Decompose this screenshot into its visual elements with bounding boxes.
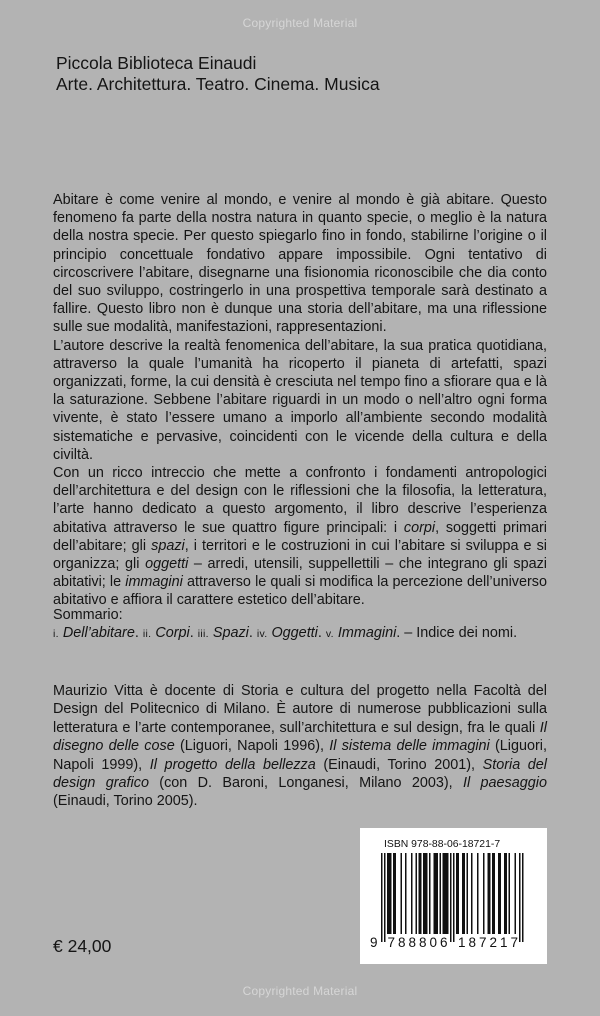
- barcode-bar: [444, 853, 446, 934]
- barcode-bar: [519, 853, 521, 942]
- barcode-digit: 0: [429, 935, 438, 950]
- barcode-bar: [522, 853, 524, 942]
- book-blurb: [53, 191, 547, 610]
- barcode-bar: [401, 853, 403, 934]
- copyright-watermark-bottom: Copyrighted Material: [242, 984, 358, 998]
- barcode-bar: [405, 853, 407, 934]
- barcode-digit: 6: [440, 935, 448, 950]
- barcode-bar: [435, 853, 437, 934]
- barcode-bar: [446, 853, 448, 934]
- barcode-digit: 9: [370, 935, 378, 950]
- isbn-label: ISBN 978-88-06-18721-7: [384, 839, 501, 850]
- bio-text: (con D. Baroni, Longanesi, Milano 2003),: [148, 775, 463, 792]
- barcode-digit: 1: [500, 935, 508, 950]
- bio-text: (Einaudi, Torino 2005).: [53, 793, 198, 810]
- barcode-bar: [420, 853, 422, 934]
- barcode-digit: 8: [468, 935, 477, 950]
- chapter-number: v.: [325, 628, 334, 640]
- copyright-watermark-top: Copyrighted Material: [242, 16, 358, 30]
- chapter-title: Spazi: [212, 625, 249, 641]
- barcode-bar: [464, 853, 466, 934]
- blurb-text: attraverso le quali si modifica la percezione dell’universo abitativo e affiora il carattere estetico dell’abitare.: [53, 574, 547, 609]
- book-title: Il sistema delle immagini: [329, 738, 490, 755]
- book-title: Il disegno delle cose: [53, 719, 547, 755]
- barcode-bar: [434, 853, 436, 934]
- barcode-digit: 7: [479, 935, 487, 950]
- chapter-title: Oggetti: [271, 625, 318, 641]
- blurb-text: – arredi, utensili, suppellettili – che integrano gli spazi abitativi; le: [53, 556, 547, 591]
- barcode-bar: [440, 853, 442, 934]
- price-label: € 24,00: [53, 936, 112, 956]
- barcode-bar: [447, 853, 449, 934]
- chapter-number: iii.: [197, 628, 209, 640]
- blurb-paragraph-2: L’autore descrive la realtà fenomenica dell’abitare, la sua pratica quotidiana, attraverso la quale l’umanità ha ricoperto il pianeta di artefatti, spazi organizzati, forme, la cui densità è cresciuta nel tempo fino a sfiorare qua e là la saturazione. Sebbene l’abitare riguardi in un modo o nell’altro ogni forma vivente, è stato l’essere umano a imporlo all’ambiente secondo modalità sistematiche e pervasive, coincidenti con le vicende della cultura e della civiltà.: [53, 337, 547, 463]
- barcode-bar: [515, 853, 517, 934]
- barcode-bar: [387, 853, 389, 934]
- barcode-bar: [492, 853, 494, 934]
- barcode-bar: [453, 853, 455, 942]
- barcode-bar: [381, 853, 383, 942]
- barcode-bar: [384, 853, 386, 942]
- blurb-emphasis: oggetti: [145, 556, 189, 573]
- barcode-bar: [419, 853, 421, 934]
- bio-text: (Einaudi, Torino 2001),: [315, 756, 483, 773]
- blurb-paragraph-3: [53, 464, 547, 610]
- barcode-bar: [494, 853, 496, 934]
- barcode-bar: [411, 853, 413, 934]
- barcode-bar: [483, 853, 485, 934]
- chapter-title: Corpi: [155, 625, 190, 641]
- barcode-bar: [471, 853, 473, 934]
- chapter-number: ii.: [142, 628, 152, 640]
- barcode-bar: [426, 853, 428, 934]
- barcode-bar: [425, 853, 427, 934]
- barcode-bar: [504, 853, 506, 934]
- chapter-title: Immagini: [337, 625, 397, 641]
- barcode-digit: 8: [408, 935, 417, 950]
- author-bio: [53, 682, 547, 811]
- barcode-bar: [437, 853, 439, 934]
- barcode-bar: [423, 853, 425, 934]
- blurb-paragraph-1: Abitare è come venire al mondo, e venire al mondo è già abitare. Questo fenomeno fa parte della nostra natura in quanto specie, o meglio è la natura della nostra specie. Per questo spiegarlo fino in fondo, stabilirne l’origine o il principio concettuale fondativo appare impossibile. Ogni tentativo di circoscrivere l’abitare, disegnarne una fisionomia riconoscibile che dia conto del suo sviluppo, costringerlo in una prospettiva temporale sarà destinato a fallire. Questo libro non è dunque una storia dell’abitare, ma una riflessione sulle sue modalità, manifestazioni, rappresentazioni.: [53, 192, 547, 336]
- series-subjects: Arte. Architettura. Teatro. Cinema. Musica: [56, 74, 380, 94]
- book-title: Il progetto della bellezza: [149, 756, 316, 773]
- barcode-digit: 7: [510, 935, 519, 950]
- barcode-bar: [443, 853, 445, 934]
- blurb-text: , i territori e le costruzioni in cui l’abitare si sviluppa e si organizza; gli: [53, 537, 547, 573]
- blurb-emphasis: spazi: [151, 537, 185, 554]
- barcode-bar: [506, 853, 508, 934]
- barcode-digit: 2: [489, 935, 498, 950]
- barcode-digit: 8: [398, 935, 406, 950]
- sommario-contents: i. Dell’abitare. ii. Corpi. iii. Spazi. iv. Oggetti. v. Immagini. – Indice dei nomi.: [53, 625, 518, 641]
- barcode-bar: [389, 853, 391, 934]
- barcode-bar: [450, 853, 452, 942]
- sommario-title: Sommario:: [53, 607, 123, 623]
- isbn-barcode: [360, 828, 547, 964]
- blurb-emphasis: immagini: [125, 574, 183, 591]
- barcode-bar: [416, 853, 418, 934]
- barcode-bar: [467, 853, 469, 934]
- chapter-title: Dell’abitare: [62, 625, 135, 641]
- barcode-bar: [462, 853, 464, 934]
- blurb-text: , soggetti primari dell’abitare; gli: [53, 519, 547, 554]
- barcode-bar: [456, 853, 458, 934]
- barcode-digit: 7: [387, 935, 396, 950]
- barcode-bar: [393, 853, 395, 934]
- barcode-bar: [509, 853, 511, 934]
- bio-text: (Liguori, Napoli 1999),: [53, 738, 547, 773]
- book-title: Il paesaggio: [463, 775, 547, 792]
- barcode-bar: [429, 853, 431, 934]
- series-header: [56, 53, 380, 95]
- barcode-bar: [488, 853, 490, 934]
- bio-text: Maurizio Vitta è docente di Storia e cultura del progetto nella Facoltà del Design del Politecnico di Milano. È autore di numerose pubblicazioni sulla letteratura e l’arte contemporanee, sull’architettura e sul design, fra le quali: [53, 683, 547, 736]
- barcode-bar: [500, 853, 502, 934]
- barcode-bar: [498, 853, 500, 934]
- barcode-digits: [360, 935, 547, 955]
- barcode-bar: [477, 853, 479, 934]
- book-title: Storia del design grafico: [53, 756, 548, 792]
- barcode-digit: 8: [419, 935, 427, 950]
- blurb-text: Con un ricco intreccio che mette a confronto i fondamenti antropologici dell’architettura e del design con le riflessioni che la filosofia, la letteratura, l’arte hanno dedicato a questo argomento, il libro descrive l’esperienza abitativa attraverso le sue quattro figure principali: i: [53, 465, 547, 536]
- series-name: Piccola Biblioteca Einaudi: [56, 53, 257, 73]
- barcode-digit: 1: [458, 935, 466, 950]
- barcode-bar: [489, 853, 491, 934]
- blurb-emphasis: corpi: [403, 519, 436, 536]
- barcode-bar: [395, 853, 397, 934]
- barcode-bar: [458, 853, 460, 934]
- chapter-number: i.: [53, 628, 59, 640]
- index-entry: . – Indice dei nomi.: [396, 625, 518, 641]
- barcode-bar: [390, 853, 392, 934]
- bio-text: (Liguori, Napoli 1996),: [174, 738, 330, 755]
- chapter-number: iv.: [256, 628, 268, 640]
